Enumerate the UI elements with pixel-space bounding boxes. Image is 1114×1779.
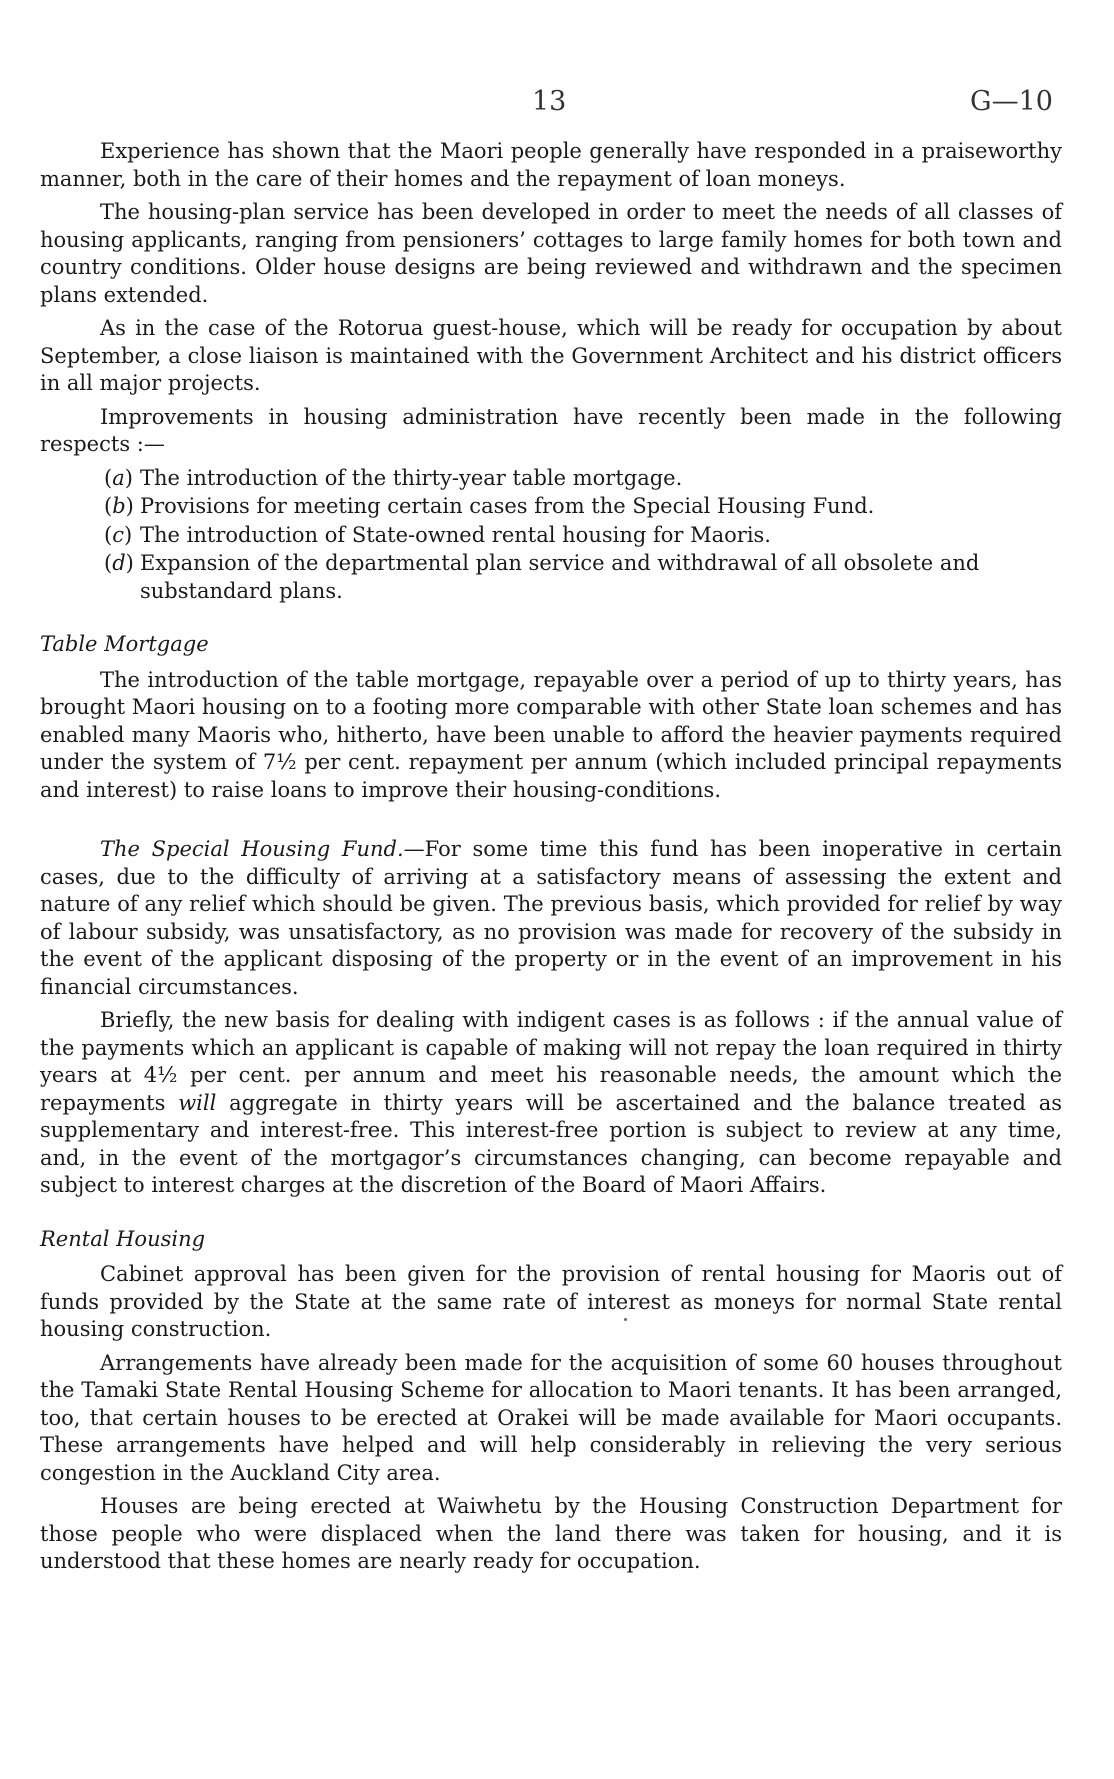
page-number: 13: [532, 86, 567, 117]
list-item-text: The introduction of State-owned rental housing for Maoris.: [140, 522, 771, 547]
page-header: [0, 86, 1114, 126]
list-item-text: Expansion of the departmental plan service and withdrawal of all obsolete and substandard plans.: [140, 551, 980, 603]
paragraph-arrangements: Arrangements have already been made for the acquisition of some 60 houses throughout the Tamaki State Rental Housing Scheme for allocation to Maori tenants. It has been arranged, too, that certain houses to be erected at Orakei will be made available for Maori occupants. These arrangements have helped and will help considerably in relieving the very serious congestion in the Auckland City area.: [40, 1350, 1062, 1485]
paragraph-rotorua: As in the case of the Rotorua guest-house, which will be ready for occupation by about September, a close liaison is maintained with the Government Architect and his district officers in all major projects.: [40, 316, 1062, 395]
list-marker: (c): [104, 522, 133, 547]
list-item: [40, 465, 1062, 493]
list-marker: (b): [104, 494, 134, 518]
paragraph-cabinet-approval: Cabinet approval has been given for the provision of rental housing for Maoris out of funds provided by the State at the same rate of interest as moneys for normal State rental housing construction.: [40, 1262, 1062, 1341]
document-reference: G—10: [970, 86, 1053, 117]
section-heading-rental-housing: Rental Housing: [40, 1226, 206, 1251]
emphasis-will: will: [178, 1090, 217, 1115]
list-marker: (a): [104, 465, 133, 490]
list-marker: (d): [104, 551, 134, 575]
special-fund-text: —For some time this fund has been inoperative in certain cases, due to the difficulty of arriving at a satisfactory means of assessing the extent and nature of any relief which should be given. The previous basis, which provided for relief by way of labour subsidy, was unsatisfactory, as no provision was made for recovery of the subsidy in the event of the applicant disposing of the property or in the event of an improvement in his financial circumstances.: [40, 837, 1062, 999]
paragraph-table-mortgage: The introduction of the table mortgage, repayable over a period of up to thirty years, has brought Maori housing on to a footing more comparable with other State loan schemes and has enabled many Maoris who, hitherto, have been unable to afford the heavier payments required under the system of 7½ per cent. repayment per annum (which included principal repayments and interest) to raise loans to improve their housing-conditions.: [40, 667, 1062, 802]
paragraph-housing-plan: The housing-plan service has been developed in order to meet the needs of all classes of housing applicants, ranging from pensioners’ cottages to large family homes for both town and country conditions. Older house designs are being reviewed and withdrawn and the specimen plans extended.: [40, 200, 1062, 307]
improvements-list: [40, 465, 1062, 606]
paragraph-improvements: Improvements in housing administration have recently been made in the following respects :—: [40, 404, 1062, 456]
paragraph-experience: Experience has shown that the Maori people generally have responded in a praiseworthy manner, both in the care of their homes and the repayment of loan moneys.: [40, 139, 1062, 191]
list-item-text: The introduction of the thirty-year table mortgage.: [140, 465, 683, 490]
paragraph-waiwhetu: Houses are being erected at Waiwhetu by the Housing Construction Department for those people who were displaced when the land there was taken for housing, and it is understood that these homes are nearly ready for occupation.: [40, 1494, 1062, 1573]
list-item-text: Provisions for meeting certain cases from the Special Housing Fund.: [140, 494, 875, 518]
list-item: [40, 493, 1062, 521]
section-heading-table-mortgage: Table Mortgage: [40, 632, 209, 656]
runin-heading-special-fund: The Special Housing Fund.: [100, 837, 404, 861]
paragraph-special-fund: [40, 836, 1062, 1001]
list-item: [40, 522, 1062, 550]
section-spacer: [40, 810, 1062, 836]
paragraph-new-basis: Briefly, the new basis for dealing with indigent cases is as follows : if the annual value of the payments which an applicant is capable of making will not repay the loan required in thirty years at 4½ per cent. per annum and meet his reasonable needs, the amount which the repayments will aggregate in thirty years will be ascertained and the balance treated as supplementary and interest-free. This interest-free portion is subject to review at any time, and, in the event of the mortgagor’s circumstances changing, can become repayable and subject to interest charges at the discretion of the Board of Maori Affairs.: [40, 1008, 1062, 1197]
scan-speck: [624, 1318, 627, 1321]
document-body: [40, 138, 1062, 1582]
list-item: [40, 550, 1062, 605]
